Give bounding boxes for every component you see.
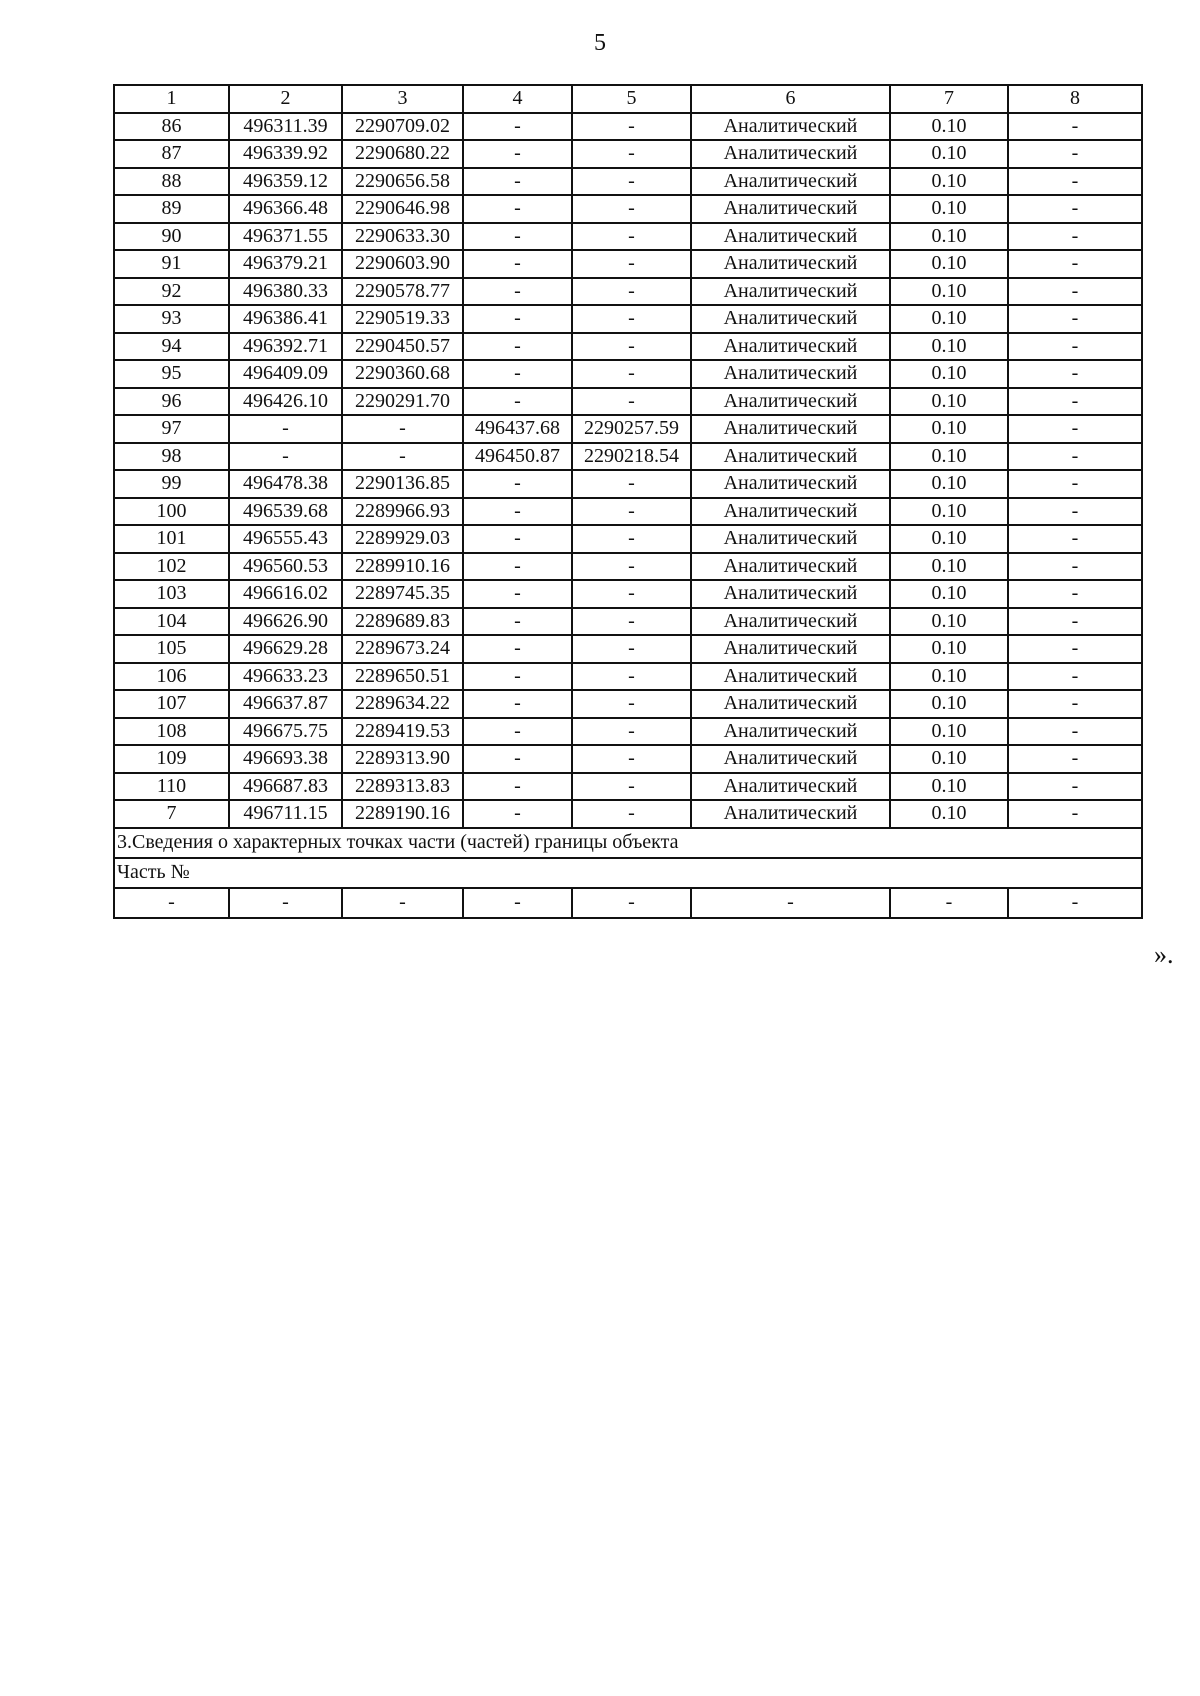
page-number: 5 bbox=[594, 30, 606, 56]
method-cell: Аналитический bbox=[691, 443, 890, 471]
accuracy-cell: 0.10 bbox=[890, 718, 1008, 746]
method-cell: Аналитический bbox=[691, 360, 890, 388]
column-header: 7 bbox=[890, 85, 1008, 113]
x-coord-cell: 496555.43 bbox=[229, 525, 342, 553]
y-coord-cell: - bbox=[342, 443, 463, 471]
accuracy-cell: 0.10 bbox=[890, 168, 1008, 196]
method-cell: Аналитический bbox=[691, 635, 890, 663]
accuracy-cell: 0.10 bbox=[890, 635, 1008, 663]
description-cell: - bbox=[1008, 360, 1142, 388]
table-row bbox=[114, 278, 1142, 306]
method-cell: Аналитический bbox=[691, 470, 890, 498]
x-coord-cell: 496539.68 bbox=[229, 498, 342, 526]
accuracy-cell: 0.10 bbox=[890, 525, 1008, 553]
x-new-cell: - bbox=[463, 663, 572, 691]
method-cell: Аналитический bbox=[691, 223, 890, 251]
table-row bbox=[114, 773, 1142, 801]
point-number-cell: 98 bbox=[114, 443, 229, 471]
point-number-cell: 90 bbox=[114, 223, 229, 251]
y-new-cell: - bbox=[572, 360, 691, 388]
x-coord-cell: 496380.33 bbox=[229, 278, 342, 306]
x-new-cell: - bbox=[463, 580, 572, 608]
table-row bbox=[114, 580, 1142, 608]
accuracy-cell: 0.10 bbox=[890, 360, 1008, 388]
description-cell: - bbox=[1008, 113, 1142, 141]
description-cell: - bbox=[1008, 223, 1142, 251]
accuracy-cell: 0.10 bbox=[890, 553, 1008, 581]
point-number-cell: 7 bbox=[114, 800, 229, 828]
y-new-cell: - bbox=[572, 690, 691, 718]
y-new-cell: - bbox=[572, 223, 691, 251]
part-label: Часть № bbox=[114, 858, 1142, 888]
accuracy-cell: 0.10 bbox=[890, 415, 1008, 443]
y-new-cell: - bbox=[572, 635, 691, 663]
method-cell: Аналитический bbox=[691, 305, 890, 333]
table-row bbox=[114, 745, 1142, 773]
y-coord-cell: 2289673.24 bbox=[342, 635, 463, 663]
table-row bbox=[114, 168, 1142, 196]
point-number-cell: 97 bbox=[114, 415, 229, 443]
x-new-cell: - bbox=[463, 745, 572, 773]
column-header: 8 bbox=[1008, 85, 1142, 113]
table-row bbox=[114, 608, 1142, 636]
table-row bbox=[114, 553, 1142, 581]
point-number-cell: 92 bbox=[114, 278, 229, 306]
y-new-cell: - bbox=[572, 333, 691, 361]
point-number-cell: 93 bbox=[114, 305, 229, 333]
method-cell: Аналитический bbox=[691, 113, 890, 141]
table-row bbox=[114, 498, 1142, 526]
y-new-cell: - bbox=[572, 718, 691, 746]
accuracy-cell: 0.10 bbox=[890, 663, 1008, 691]
description-cell: - bbox=[1008, 718, 1142, 746]
method-cell: Аналитический bbox=[691, 745, 890, 773]
description-cell: - bbox=[1008, 250, 1142, 278]
point-number-cell: 89 bbox=[114, 195, 229, 223]
y-new-cell: - bbox=[572, 800, 691, 828]
empty-cell: - bbox=[463, 888, 572, 918]
description-cell: - bbox=[1008, 690, 1142, 718]
y-coord-cell: 2289190.16 bbox=[342, 800, 463, 828]
column-header: 2 bbox=[229, 85, 342, 113]
description-cell: - bbox=[1008, 498, 1142, 526]
x-new-cell: 496450.87 bbox=[463, 443, 572, 471]
table-row bbox=[114, 718, 1142, 746]
column-header: 4 bbox=[463, 85, 572, 113]
coordinates-table bbox=[113, 84, 1143, 919]
method-cell: Аналитический bbox=[691, 553, 890, 581]
y-coord-cell: 2290360.68 bbox=[342, 360, 463, 388]
accuracy-cell: 0.10 bbox=[890, 113, 1008, 141]
accuracy-cell: 0.10 bbox=[890, 195, 1008, 223]
y-coord-cell: 2290136.85 bbox=[342, 470, 463, 498]
point-number-cell: 95 bbox=[114, 360, 229, 388]
description-cell: - bbox=[1008, 168, 1142, 196]
y-coord-cell: 2290656.58 bbox=[342, 168, 463, 196]
point-number-cell: 102 bbox=[114, 553, 229, 581]
x-coord-cell: 496626.90 bbox=[229, 608, 342, 636]
y-coord-cell: 2289650.51 bbox=[342, 663, 463, 691]
method-cell: Аналитический bbox=[691, 140, 890, 168]
accuracy-cell: 0.10 bbox=[890, 745, 1008, 773]
method-cell: Аналитический bbox=[691, 608, 890, 636]
empty-cell: - bbox=[691, 888, 890, 918]
x-coord-cell: 496711.15 bbox=[229, 800, 342, 828]
accuracy-cell: 0.10 bbox=[890, 800, 1008, 828]
point-number-cell: 99 bbox=[114, 470, 229, 498]
accuracy-cell: 0.10 bbox=[890, 608, 1008, 636]
method-cell: Аналитический bbox=[691, 718, 890, 746]
x-coord-cell: 496392.71 bbox=[229, 333, 342, 361]
y-coord-cell: 2289966.93 bbox=[342, 498, 463, 526]
point-number-cell: 110 bbox=[114, 773, 229, 801]
empty-cell: - bbox=[114, 888, 229, 918]
y-coord-cell: 2289313.83 bbox=[342, 773, 463, 801]
x-new-cell: - bbox=[463, 278, 572, 306]
description-cell: - bbox=[1008, 140, 1142, 168]
x-new-cell: - bbox=[463, 773, 572, 801]
point-number-cell: 109 bbox=[114, 745, 229, 773]
accuracy-cell: 0.10 bbox=[890, 773, 1008, 801]
description-cell: - bbox=[1008, 663, 1142, 691]
x-new-cell: - bbox=[463, 140, 572, 168]
section-title: 3.Сведения о характерных точках части (частей) границы объекта bbox=[114, 828, 1142, 858]
accuracy-cell: 0.10 bbox=[890, 333, 1008, 361]
point-number-cell: 108 bbox=[114, 718, 229, 746]
y-new-cell: 2290218.54 bbox=[572, 443, 691, 471]
empty-cell: - bbox=[229, 888, 342, 918]
x-new-cell: - bbox=[463, 195, 572, 223]
y-new-cell: - bbox=[572, 195, 691, 223]
description-cell: - bbox=[1008, 443, 1142, 471]
table-row bbox=[114, 525, 1142, 553]
y-coord-cell: 2290633.30 bbox=[342, 223, 463, 251]
point-number-cell: 107 bbox=[114, 690, 229, 718]
description-cell: - bbox=[1008, 745, 1142, 773]
y-new-cell: - bbox=[572, 580, 691, 608]
x-new-cell: - bbox=[463, 498, 572, 526]
empty-part-row bbox=[114, 888, 1142, 918]
y-coord-cell: 2290519.33 bbox=[342, 305, 463, 333]
point-number-cell: 104 bbox=[114, 608, 229, 636]
description-cell: - bbox=[1008, 278, 1142, 306]
table-row bbox=[114, 195, 1142, 223]
point-number-cell: 103 bbox=[114, 580, 229, 608]
x-new-cell: - bbox=[463, 250, 572, 278]
accuracy-cell: 0.10 bbox=[890, 140, 1008, 168]
x-new-cell: - bbox=[463, 553, 572, 581]
y-new-cell: - bbox=[572, 525, 691, 553]
point-number-cell: 105 bbox=[114, 635, 229, 663]
column-header: 5 bbox=[572, 85, 691, 113]
table-row bbox=[114, 333, 1142, 361]
x-new-cell: - bbox=[463, 608, 572, 636]
y-coord-cell: 2289745.35 bbox=[342, 580, 463, 608]
table-row bbox=[114, 443, 1142, 471]
method-cell: Аналитический bbox=[691, 250, 890, 278]
accuracy-cell: 0.10 bbox=[890, 388, 1008, 416]
description-cell: - bbox=[1008, 580, 1142, 608]
y-new-cell: - bbox=[572, 608, 691, 636]
method-cell: Аналитический bbox=[691, 800, 890, 828]
y-new-cell: - bbox=[572, 140, 691, 168]
y-new-cell: - bbox=[572, 745, 691, 773]
x-coord-cell: 496633.23 bbox=[229, 663, 342, 691]
method-cell: Аналитический bbox=[691, 415, 890, 443]
description-cell: - bbox=[1008, 333, 1142, 361]
y-coord-cell: - bbox=[342, 415, 463, 443]
x-coord-cell: 496311.39 bbox=[229, 113, 342, 141]
x-coord-cell: 496560.53 bbox=[229, 553, 342, 581]
accuracy-cell: 0.10 bbox=[890, 498, 1008, 526]
y-coord-cell: 2290680.22 bbox=[342, 140, 463, 168]
x-new-cell: 496437.68 bbox=[463, 415, 572, 443]
accuracy-cell: 0.10 bbox=[890, 580, 1008, 608]
x-coord-cell: 496339.92 bbox=[229, 140, 342, 168]
y-new-cell: - bbox=[572, 663, 691, 691]
x-new-cell: - bbox=[463, 388, 572, 416]
x-coord-cell: 496359.12 bbox=[229, 168, 342, 196]
y-coord-cell: 2289419.53 bbox=[342, 718, 463, 746]
point-number-cell: 94 bbox=[114, 333, 229, 361]
x-coord-cell: 496629.28 bbox=[229, 635, 342, 663]
y-coord-cell: 2290709.02 bbox=[342, 113, 463, 141]
x-coord-cell: 496371.55 bbox=[229, 223, 342, 251]
point-number-cell: 87 bbox=[114, 140, 229, 168]
x-coord-cell: 496426.10 bbox=[229, 388, 342, 416]
y-new-cell: - bbox=[572, 388, 691, 416]
y-coord-cell: 2290291.70 bbox=[342, 388, 463, 416]
accuracy-cell: 0.10 bbox=[890, 690, 1008, 718]
table-row bbox=[114, 690, 1142, 718]
table-row bbox=[114, 635, 1142, 663]
y-coord-cell: 2290450.57 bbox=[342, 333, 463, 361]
accuracy-cell: 0.10 bbox=[890, 223, 1008, 251]
y-coord-cell: 2290603.90 bbox=[342, 250, 463, 278]
method-cell: Аналитический bbox=[691, 195, 890, 223]
point-number-cell: 101 bbox=[114, 525, 229, 553]
y-coord-cell: 2290578.77 bbox=[342, 278, 463, 306]
accuracy-cell: 0.10 bbox=[890, 443, 1008, 471]
x-coord-cell: 496687.83 bbox=[229, 773, 342, 801]
x-coord-cell: 496386.41 bbox=[229, 305, 342, 333]
y-new-cell: - bbox=[572, 773, 691, 801]
y-new-cell: - bbox=[572, 305, 691, 333]
method-cell: Аналитический bbox=[691, 388, 890, 416]
x-new-cell: - bbox=[463, 470, 572, 498]
description-cell: - bbox=[1008, 800, 1142, 828]
column-header: 1 bbox=[114, 85, 229, 113]
y-coord-cell: 2289634.22 bbox=[342, 690, 463, 718]
point-number-cell: 106 bbox=[114, 663, 229, 691]
table-row bbox=[114, 360, 1142, 388]
x-coord-cell: - bbox=[229, 443, 342, 471]
description-cell: - bbox=[1008, 305, 1142, 333]
table-row bbox=[114, 663, 1142, 691]
description-cell: - bbox=[1008, 608, 1142, 636]
part-label-row bbox=[114, 858, 1142, 888]
method-cell: Аналитический bbox=[691, 278, 890, 306]
description-cell: - bbox=[1008, 635, 1142, 663]
y-new-cell: - bbox=[572, 250, 691, 278]
point-number-cell: 91 bbox=[114, 250, 229, 278]
description-cell: - bbox=[1008, 553, 1142, 581]
x-coord-cell: 496637.87 bbox=[229, 690, 342, 718]
x-coord-cell: 496366.48 bbox=[229, 195, 342, 223]
y-new-cell: - bbox=[572, 553, 691, 581]
x-new-cell: - bbox=[463, 305, 572, 333]
table-row bbox=[114, 140, 1142, 168]
table-row bbox=[114, 250, 1142, 278]
table-row bbox=[114, 113, 1142, 141]
method-cell: Аналитический bbox=[691, 525, 890, 553]
x-coord-cell: 496379.21 bbox=[229, 250, 342, 278]
x-coord-cell: 496409.09 bbox=[229, 360, 342, 388]
method-cell: Аналитический bbox=[691, 690, 890, 718]
x-coord-cell: 496675.75 bbox=[229, 718, 342, 746]
point-number-cell: 96 bbox=[114, 388, 229, 416]
table-header-row bbox=[114, 85, 1142, 113]
point-number-cell: 88 bbox=[114, 168, 229, 196]
point-number-cell: 86 bbox=[114, 113, 229, 141]
description-cell: - bbox=[1008, 525, 1142, 553]
empty-cell: - bbox=[890, 888, 1008, 918]
method-cell: Аналитический bbox=[691, 580, 890, 608]
method-cell: Аналитический bbox=[691, 773, 890, 801]
method-cell: Аналитический bbox=[691, 168, 890, 196]
table-body bbox=[114, 85, 1142, 918]
y-new-cell: - bbox=[572, 498, 691, 526]
table-row bbox=[114, 223, 1142, 251]
table-row bbox=[114, 388, 1142, 416]
x-new-cell: - bbox=[463, 525, 572, 553]
y-coord-cell: 2290646.98 bbox=[342, 195, 463, 223]
empty-cell: - bbox=[1008, 888, 1142, 918]
column-header: 3 bbox=[342, 85, 463, 113]
closing-quote: ». bbox=[1154, 940, 1174, 969]
description-cell: - bbox=[1008, 388, 1142, 416]
x-coord-cell: 496478.38 bbox=[229, 470, 342, 498]
y-new-cell: - bbox=[572, 470, 691, 498]
x-new-cell: - bbox=[463, 635, 572, 663]
method-cell: Аналитический bbox=[691, 663, 890, 691]
section-title-row bbox=[114, 828, 1142, 858]
description-cell: - bbox=[1008, 195, 1142, 223]
empty-cell: - bbox=[572, 888, 691, 918]
description-cell: - bbox=[1008, 415, 1142, 443]
accuracy-cell: 0.10 bbox=[890, 278, 1008, 306]
x-new-cell: - bbox=[463, 360, 572, 388]
accuracy-cell: 0.10 bbox=[890, 305, 1008, 333]
x-new-cell: - bbox=[463, 223, 572, 251]
y-coord-cell: 2289929.03 bbox=[342, 525, 463, 553]
x-new-cell: - bbox=[463, 333, 572, 361]
method-cell: Аналитический bbox=[691, 498, 890, 526]
x-new-cell: - bbox=[463, 800, 572, 828]
y-coord-cell: 2289910.16 bbox=[342, 553, 463, 581]
method-cell: Аналитический bbox=[691, 333, 890, 361]
y-new-cell: 2290257.59 bbox=[572, 415, 691, 443]
description-cell: - bbox=[1008, 470, 1142, 498]
accuracy-cell: 0.10 bbox=[890, 250, 1008, 278]
y-new-cell: - bbox=[572, 168, 691, 196]
empty-cell: - bbox=[342, 888, 463, 918]
accuracy-cell: 0.10 bbox=[890, 470, 1008, 498]
column-header: 6 bbox=[691, 85, 890, 113]
x-coord-cell: 496693.38 bbox=[229, 745, 342, 773]
description-cell: - bbox=[1008, 773, 1142, 801]
x-new-cell: - bbox=[463, 718, 572, 746]
x-coord-cell: 496616.02 bbox=[229, 580, 342, 608]
y-coord-cell: 2289689.83 bbox=[342, 608, 463, 636]
x-coord-cell: - bbox=[229, 415, 342, 443]
x-new-cell: - bbox=[463, 168, 572, 196]
point-number-cell: 100 bbox=[114, 498, 229, 526]
table-row bbox=[114, 305, 1142, 333]
y-coord-cell: 2289313.90 bbox=[342, 745, 463, 773]
table-row bbox=[114, 800, 1142, 828]
table-row bbox=[114, 470, 1142, 498]
table-row bbox=[114, 415, 1142, 443]
y-new-cell: - bbox=[572, 113, 691, 141]
y-new-cell: - bbox=[572, 278, 691, 306]
x-new-cell: - bbox=[463, 113, 572, 141]
x-new-cell: - bbox=[463, 690, 572, 718]
